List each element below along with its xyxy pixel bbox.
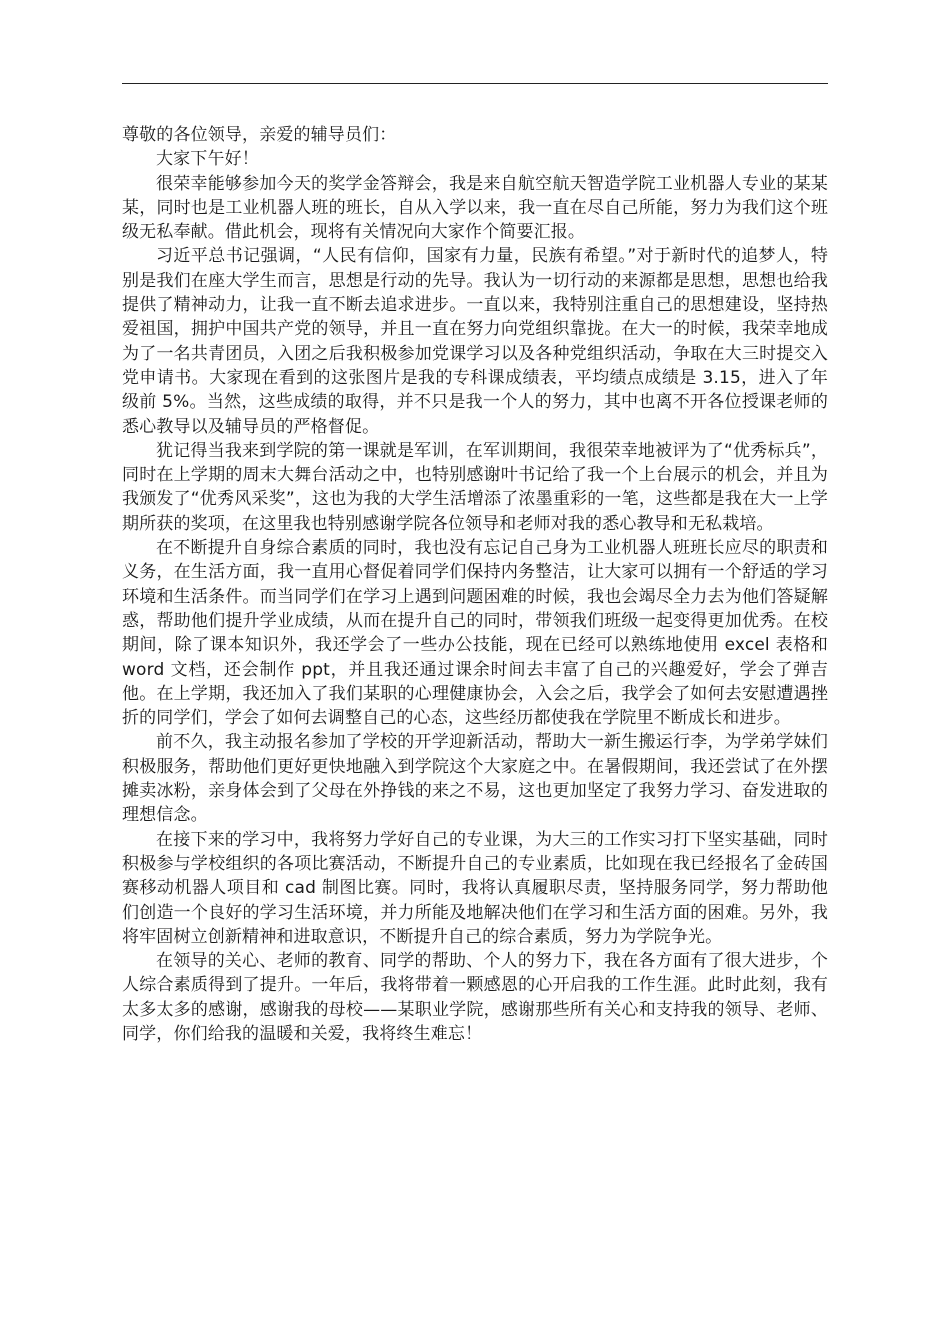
future-plans-paragraph: 在接下来的学习中，我将努力学好自己的专业课，为大三的工作实习打下坚实基础，同时积极参与学校组织的各项比赛活动，不断提升自己的专业素质，比如现在我已经报名了金砖国赛移动机器人项目和 cad 制图比赛。同时，我将认真履职尽责，坚持服务同学，努力帮助他们创造一个良好的学习生活环境，并力所能及地解决他们在学习和生活方面的困难。另外，我将牢固树立创新精神和进取意识，不断提升自己的综合素质，努力为学院争光。 (122, 829, 828, 947)
ideology-paragraph: 习近平总书记强调，“人民有信仰，国家有力量，民族有希望。”对于新时代的追梦人，特别是我们在座大学生而言，思想是行动的先导。我认为一切行动的来源都是思想，思想也给我提供了精神动力，让我一直不断去追求进步。一直以来，我特别注重自己的思想建设，坚持热爱祖国，拥护中国共产党的领导，并且一直在努力向党组织靠拢。在大一的时候，我荣幸地成为了一名共青团员，入团之后我积极参加党课学习以及各种党组织活动，争取在大三时提交入党申请书。大家现在看到的这张图片是我的专科课成绩表，平均绩点成绩是 3.15，进入了年级前 5%。当然，这些成绩的取得，并不只是我一个人的努力，其中也离不开各位授课老师的悉心教导以及辅导员的严格督促。 (122, 246, 828, 437)
greeting-paragraph: 大家下午好！ (156, 149, 259, 170)
intro-paragraph: 很荣幸能够参加今天的奖学金答辩会，我是来自航空航天智造学院工业机器人专业的某某某，同时也是工业机器人班的班长，自从入学以来，我一直在尽自己所能，努力为我们这个班级无私奉献。借此机会，现将有关情况向大家作个简要汇报。 (122, 173, 828, 243)
speech-body (122, 123, 828, 1046)
monitor-duties-paragraph: 在不断提升自身综合素质的同时，我也没有忘记自己身为工业机器人班班长应尽的职责和义务，在生活方面，我一直用心督促着同学们保持内务整洁，让大家可以拥有一个舒适的学习环境和生活条件。而当同学们在学习上遇到问题困难的时候，我也会竭尽全力去为他们答疑解惑，帮助他们提升学业成绩，从而在提升自己的同时，带领我们班级一起变得更加优秀。在校期间，除了课本知识外，我还学会了一些办公技能，现在已经可以熟练地使用 excel 表格和 word 文档，还会制作 ppt，并且我还通过课余时间去丰富了自己的兴趣爱好，学会了弹吉他。在上学期，我还加入了我们某职的心理健康协会，入会之后，我学会了如何去安慰遭遇挫折的同学们，学会了如何去调整自己的心态，这些经历都使我在学院里不断成长和进步。 (122, 538, 828, 729)
volunteer-paragraph: 前不久，我主动报名参加了学校的开学迎新活动，帮助大一新生搬运行李，为学弟学妹们积极服务，帮助他们更好更快地融入到学院这个大家庭之中。在暑假期间，我还尝试了在外摆摊卖冰粉，亲身体会到了父母在外挣钱的来之不易，这也更加坚定了我努力学习、奋发进取的理想信念。 (122, 732, 828, 826)
awards-paragraph: 犹记得当我来到学院的第一课就是军训，在军训期间，我很荣幸地被评为了“优秀标兵”，同时在上学期的周末大舞台活动之中，也特别感谢叶书记给了我一个上台展示的机会，并且为我颁发了“优秀风采奖”，这也为我的大学生活增添了浓墨重彩的一笔，这些都是我在大一上学期所获的奖项，在这里我也特别感谢学院各位领导和老师对我的悉心教导和无私栽培。 (122, 440, 828, 534)
header-rule (122, 83, 828, 84)
closing-paragraph: 在领导的关心、老师的教育、同学的帮助、个人的努力下，我在各方面有了很大进步，个人综合素质得到了提升。一年后，我将带着一颗感恩的心开启我的工作生涯。此时此刻，我有太多太多的感谢，感谢我的母校——某职业学院，感谢那些所有关心和支持我的领导、老师、同学，你们给我的温暖和关爱，我将终生难忘！ (122, 951, 828, 1044)
salutation: 尊敬的各位领导，亲爱的辅导员们： (122, 125, 397, 145)
